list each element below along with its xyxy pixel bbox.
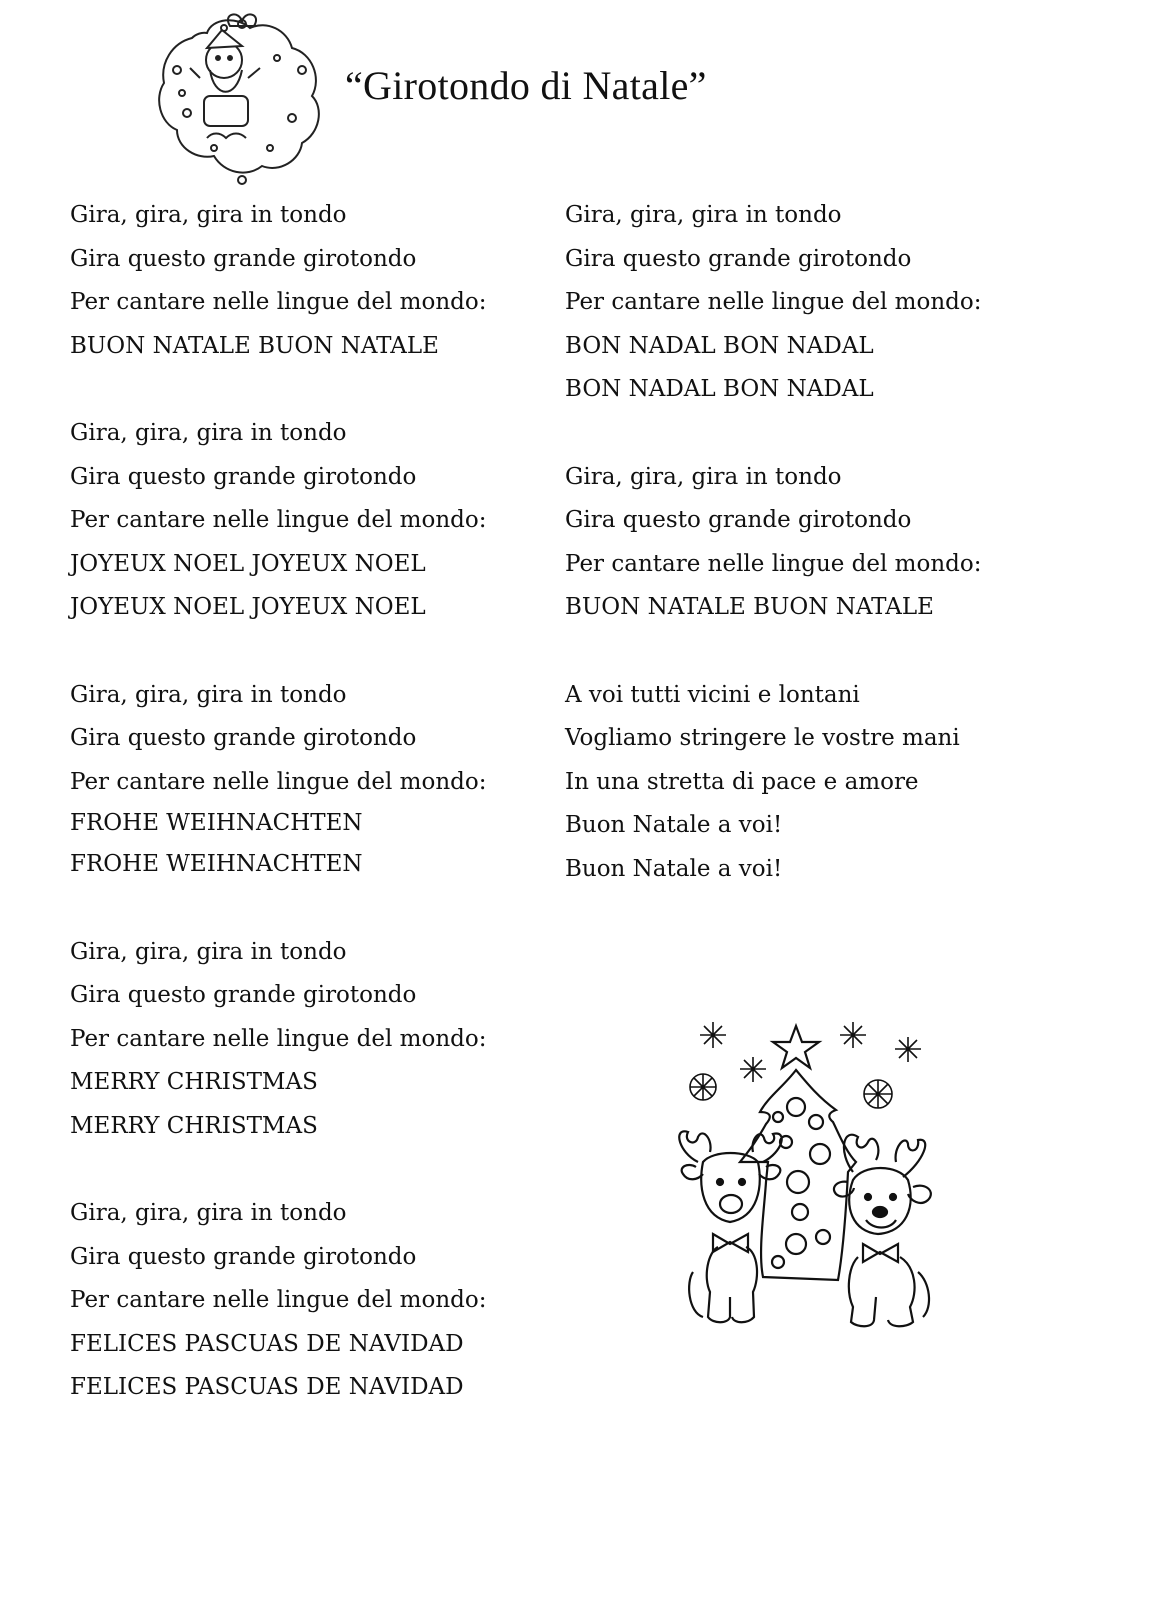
lyric-line: Per cantare nelle lingue del mondo: [70,289,487,316]
lyric-line: Gira questo grande girotondo [70,982,417,1009]
lyric-line: BON NADAL BON NADAL [565,332,874,359]
lyric-line: Gira questo grande girotondo [70,725,417,752]
lyric-line: Gira, gira, gira in tondo [565,202,842,228]
stanza-merry-christmas [70,931,540,1149]
lyric-line: Gira questo grande girotondo [70,245,417,272]
lyric-line: FROHE WEIHNACHTEN [70,851,363,878]
lyric-line: MERRY CHRISTMAS [70,1069,318,1096]
lyric-line: JOYEUX NOEL JOYEUX NOEL [70,594,426,621]
stanza-gap [70,1148,540,1192]
lyric-line: Gira questo grande girotondo [565,507,912,534]
stanza-gap [565,412,1035,456]
lyric-line: In una stretta di pace e amore [565,768,919,795]
stanza-buon-natale-2 [565,456,1035,630]
stanza-joyeux-noel [70,412,540,630]
stanza-bon-nadal [565,194,1035,412]
lyric-line: Buon Natale a voi! [565,812,783,839]
lyric-line: Gira, gira, gira in tondo [70,1200,347,1227]
lyric-line: BUON NATALE BUON NATALE [70,332,439,359]
stanza-frohe-weihnachten [70,674,540,887]
lyric-line: FELICES PASCUAS DE NAVIDAD [70,1374,464,1401]
right-lyrics-column [565,194,1035,892]
lyric-line: Gira questo grande girotondo [70,1243,417,1270]
lyric-line: Gira questo grande girotondo [70,463,417,490]
stanza-gap [70,368,540,412]
lyric-line: Gira, gira, gira in tondo [70,202,347,228]
stanza-gap [70,630,540,674]
stanza-felices-pascuas [70,1192,540,1410]
christmas-tree-reindeer-icon [668,1012,948,1330]
lyric-line: Per cantare nelle lingue del mondo: [70,1025,487,1052]
page-title: “Girotondo di Natale” [345,63,707,108]
lyric-line: Gira, gira, gira in tondo [70,419,347,446]
lyric-line: MERRY CHRISTMAS [70,1112,318,1139]
left-lyrics-column [70,194,540,1410]
lyric-line: BUON NATALE BUON NATALE [565,594,934,621]
lyric-line: Vogliamo stringere le vostre mani [565,725,960,752]
stanza-gap [565,630,1035,674]
stanza-gap [70,887,540,931]
stanza-buon-natale [70,194,540,368]
lyric-line: Per cantare nelle lingue del mondo: [70,507,487,534]
lyric-line: Per cantare nelle lingue del mondo: [565,289,982,316]
lyric-line: FROHE WEIHNACHTEN [70,810,363,837]
lyric-line: BON NADAL BON NADAL [565,376,874,403]
lyric-line: FELICES PASCUAS DE NAVIDAD [70,1330,464,1357]
lyric-line: Buon Natale a voi! [565,855,783,882]
lyric-line: Gira questo grande girotondo [565,245,912,272]
lyric-line: Per cantare nelle lingue del mondo: [70,768,487,795]
lyric-line: Gira, gira, gira in tondo [565,463,842,490]
lyric-line: A voi tutti vicini e lontani [565,681,860,708]
lyric-line: Per cantare nelle lingue del mondo: [70,1287,487,1314]
stanza-closing [565,674,1035,892]
lyric-line: JOYEUX NOEL JOYEUX NOEL [70,550,426,577]
lyric-line: Per cantare nelle lingue del mondo: [565,550,982,577]
lyric-line: Gira, gira, gira in tondo [70,681,347,708]
lyric-line: Gira, gira, gira in tondo [70,938,347,965]
santa-wreath-icon [152,8,332,193]
